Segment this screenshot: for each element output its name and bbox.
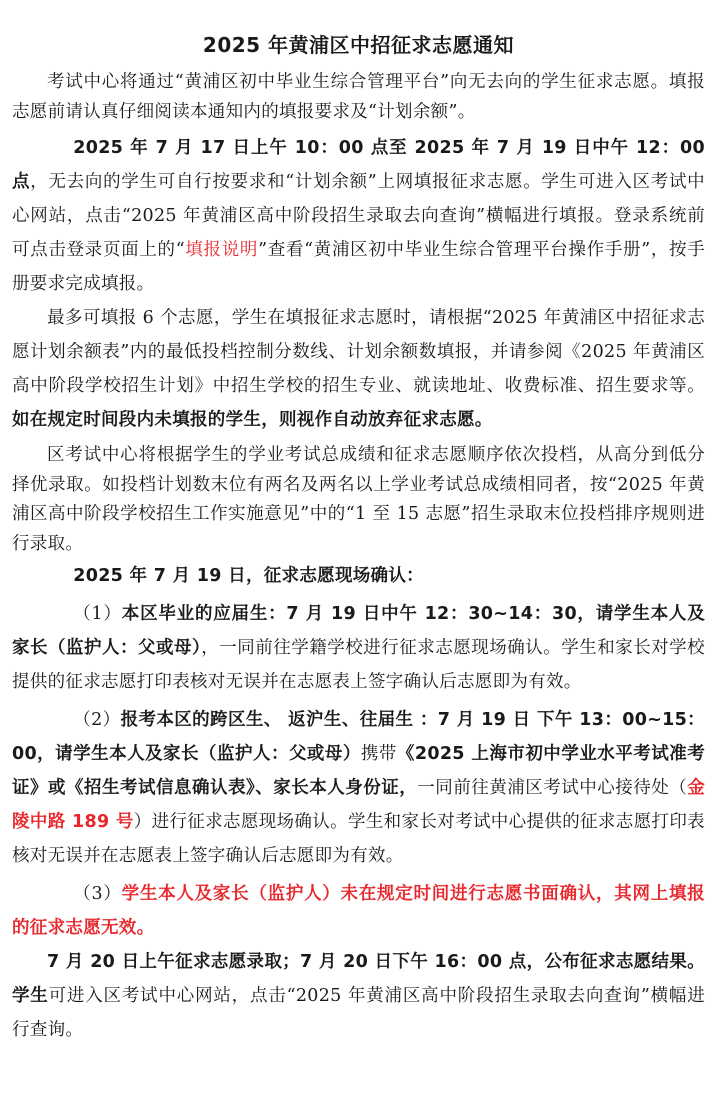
item-2-documents: 《2025 上海市初中学业水平考试准考证》或《招生考试信息确认表》、家长本人身份证， xyxy=(12,744,706,798)
paragraph-intro xyxy=(12,68,705,127)
paragraph-item-1 xyxy=(12,597,705,699)
auto-forfeit-warning: 如在规定时间段内未填报的学生，则视作自动放弃征求志愿。 xyxy=(12,410,493,430)
item-1-number: （1） xyxy=(73,604,122,624)
document-title: 2025 年黄浦区中招征求志愿通知 xyxy=(202,33,515,57)
item-2-text: ）进行征求志愿现场确认。学生和家长对考试中心提供的征求志愿打印表核对无误并在志愿表上签字确认后志愿即为有效。 xyxy=(12,812,705,866)
filing-guide-link[interactable]: 填报说明 xyxy=(184,240,259,260)
admission-rules-text: 区考试中心将根据学生的学业考试总成绩和征求志愿顺序依次投档，从高分到低分择优录取。如投档计划数末位有两名及两名以上学业考试总成绩相同者，按“2025 年黄浦区高中阶段学校招生工作实施意见”中的“1 至 15 志愿”招生录取末位投档排序规则进行录取。 xyxy=(12,445,705,554)
filing-instructions: ，无去向的学生可自行按要求和“计划余额”上网填报征求志愿。学生可进入区考试中心网站，点击“2025 年黄浦区高中阶段招生录取去向查询”横幅进行填报。登录系统前可点击登录页面上的“ xyxy=(12,172,705,260)
paragraph-choices xyxy=(12,301,705,437)
item-2-location-prefix: 一同前往黄浦区考试中心接待处（ xyxy=(417,778,688,798)
results-schedule: 7 月 20 日上午征求志愿录取；7 月 20 日下午 16：00 点，公布征求志愿结果。学生 xyxy=(12,952,705,1006)
paragraph-admission-rules xyxy=(12,441,705,559)
paragraph-results xyxy=(12,945,705,1047)
filing-manual-text: ”查看“黄浦区初中毕业生综合管理平台操作手册”，按手册要求完成填报。 xyxy=(12,240,706,294)
intro-text: 考试中心将通过“黄浦区初中毕业生综合管理平台”向无去向的学生征求志愿。填报志愿前请认真仔细阅读本通知内的填报要求及“计划余额”。 xyxy=(12,72,705,122)
paragraph-item-3 xyxy=(12,877,705,945)
item-3-warning: 学生本人及家长（监护人）未在规定时间进行志愿书面确认，其网上填报的征求志愿无效。 xyxy=(12,884,705,938)
item-2-carry: 携带 xyxy=(360,744,397,764)
item-3-number: （3） xyxy=(73,884,122,904)
item-2-schedule: 报考本区的跨区生、 返沪生、往届生 ：7 月 19 日 下午 13：00~15：00，请学生本人及家长（监护人：父或母） xyxy=(12,710,705,764)
choices-text: 最多可填报 6 个志愿，学生在填报征求志愿时，请根据“2025 年黄浦区中招征求志愿计划余额表”内的最低投档控制分数线、计划余额数填报，并请参阅《2025 年黄浦区高中阶段学校招生计划》中招生学校的招生专业、就读地址、收费标准、招生要求等。 xyxy=(12,308,705,396)
item-1-text: ，一同前往学籍学校进行征求志愿现场确认。学生和家长对学校提供的征求志愿打印表核对无误并在志愿表上签字确认后志愿即为有效。 xyxy=(12,638,705,692)
paragraph-onsite-heading xyxy=(12,559,705,593)
onsite-confirmation-heading: 2025 年 7 月 19 日，征求志愿现场确认： xyxy=(73,566,424,586)
paragraph-item-2 xyxy=(12,703,705,873)
item-1-schedule: 本区毕业的应届生：7 月 19 日中午 12：30~14：30，请学生本人及家长（监护人：父或母） xyxy=(12,604,705,658)
item-2-number: （2） xyxy=(73,710,121,730)
filing-period: 2025 年 7 月 17 日上午 10：00 点至 2025 年 7 月 19 日中午 12：00 点 xyxy=(12,138,705,192)
item-2-address: 金陵中路 189 号 xyxy=(12,778,706,832)
results-query-text: 可进入区考试中心网站，点击“2025 年黄浦区高中阶段招生录取去向查询”横幅进行查询。 xyxy=(12,986,705,1040)
paragraph-online-filing xyxy=(12,131,705,301)
